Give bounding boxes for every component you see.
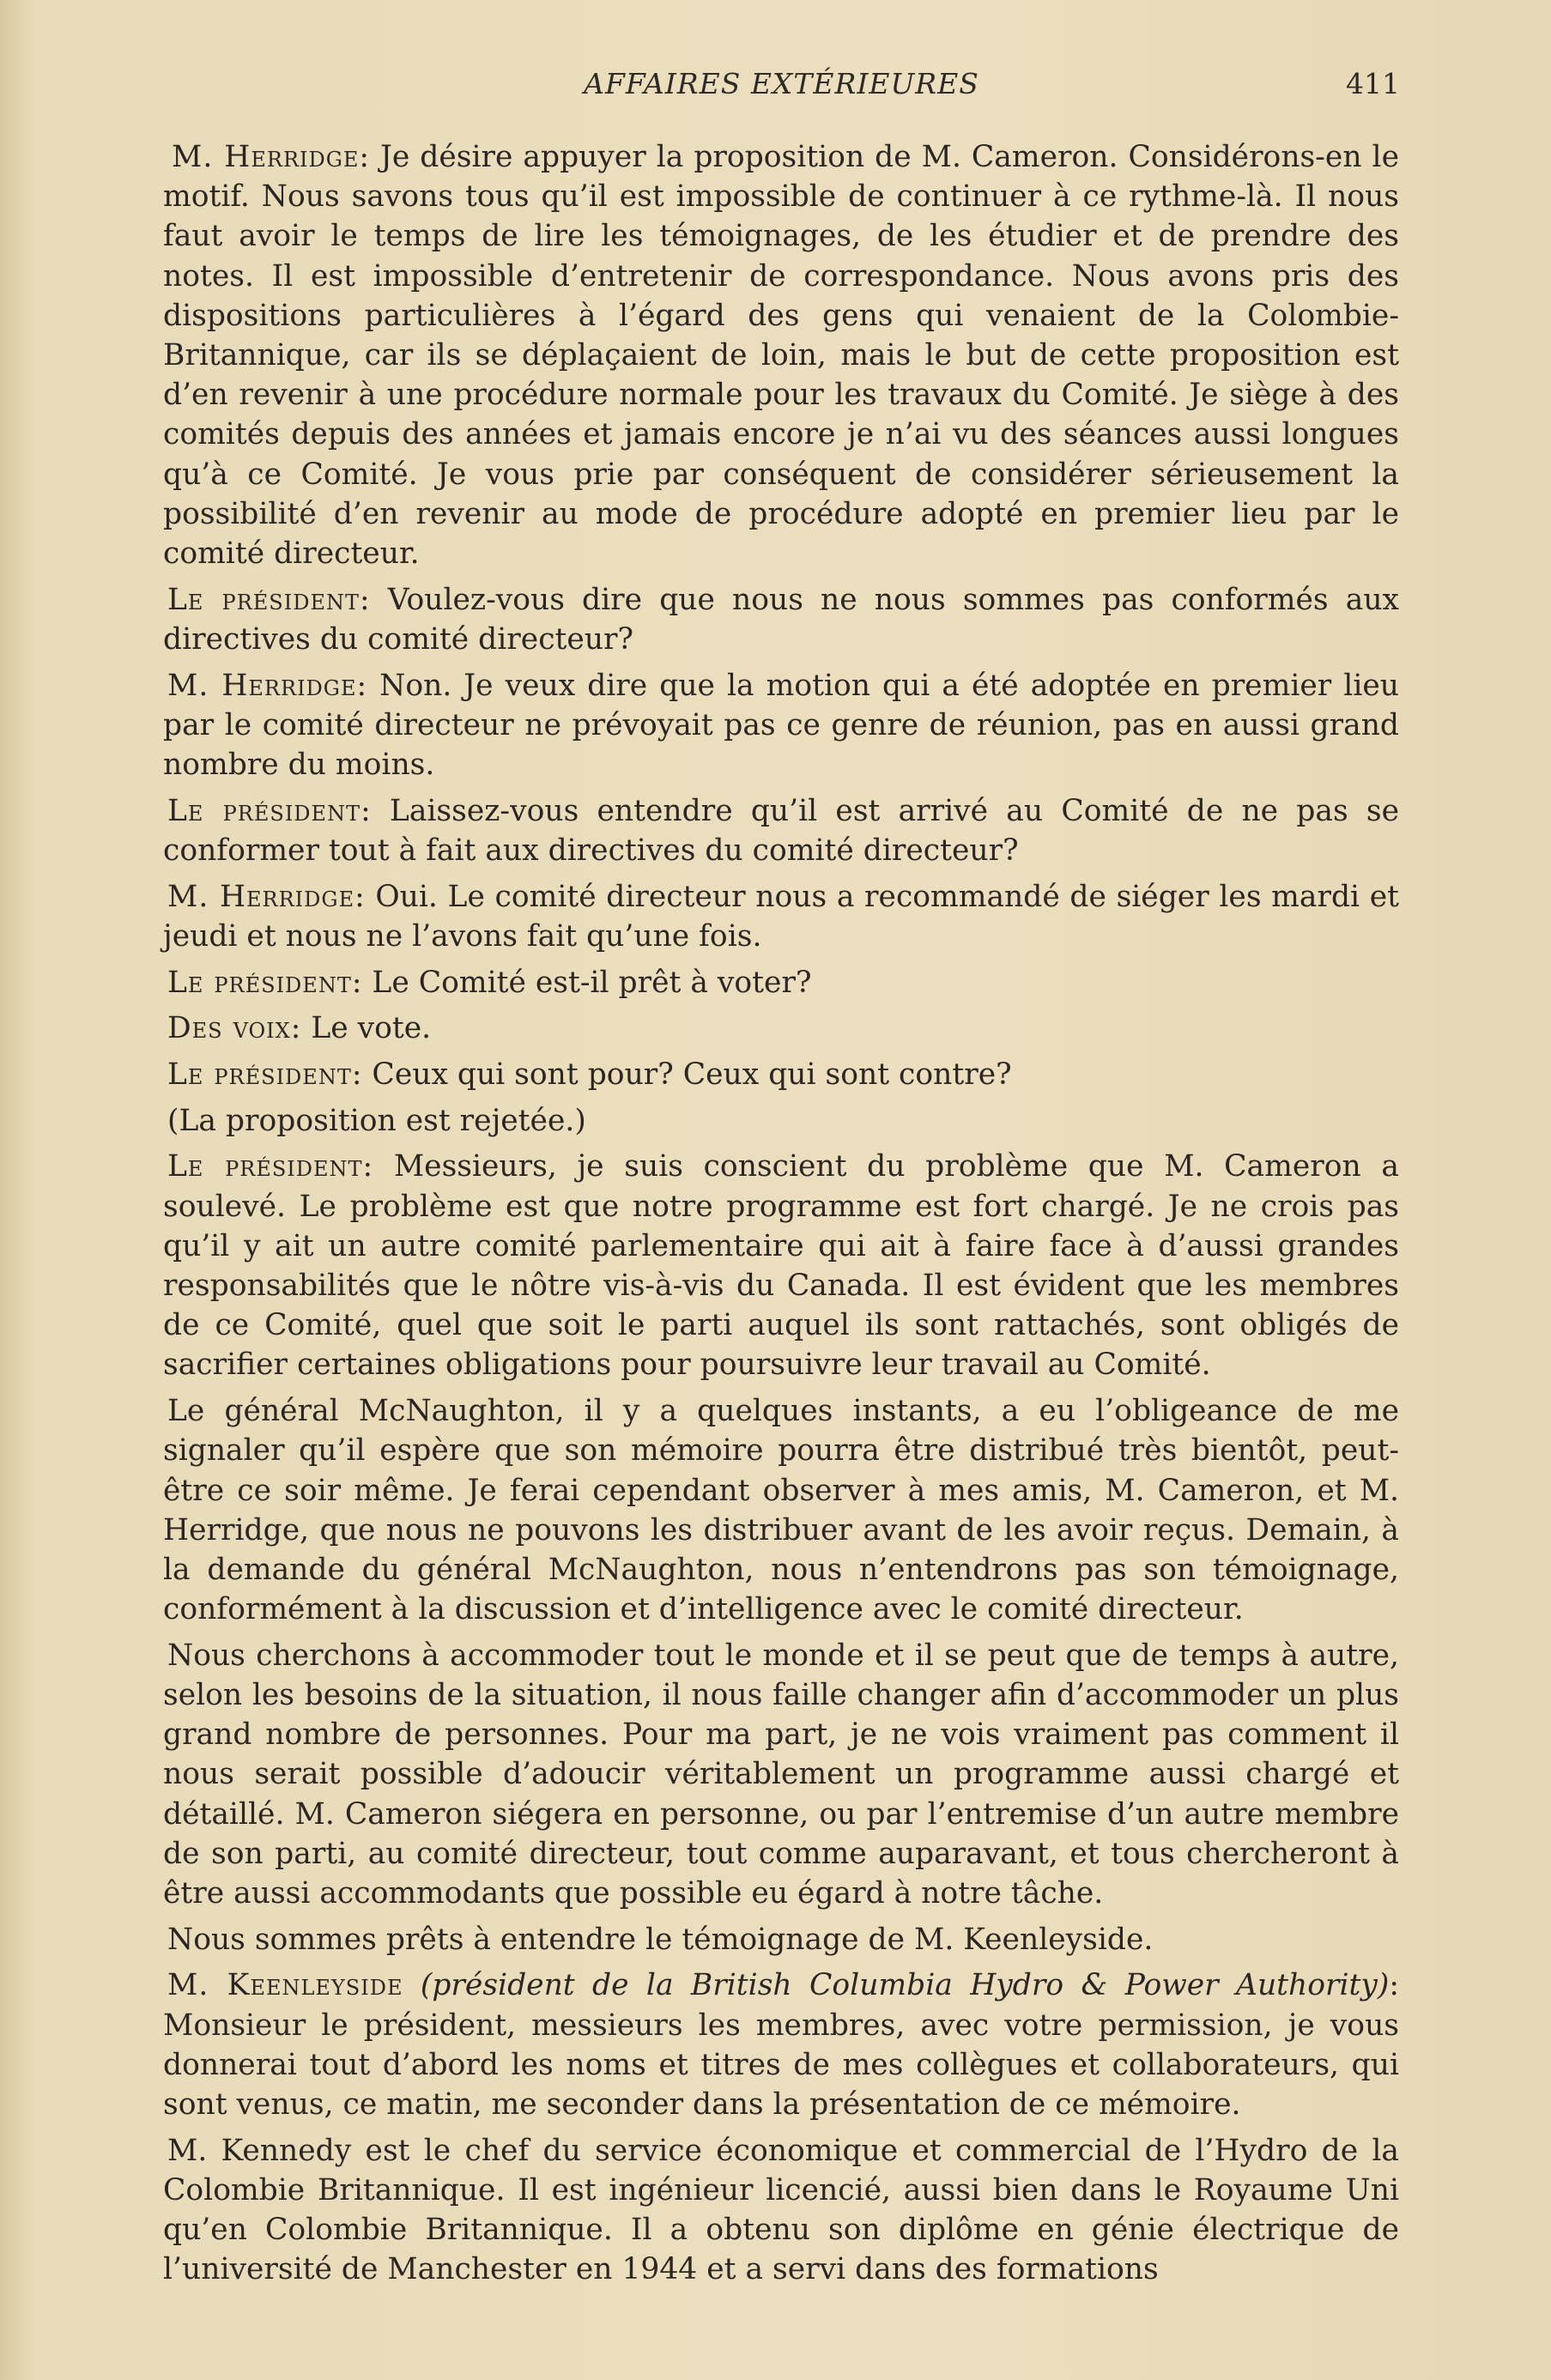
paragraph xyxy=(163,791,1399,870)
speaker: Le président: xyxy=(167,582,371,617)
speech: Nous sommes prêts à entendre le témoignage de M. Keenleyside. xyxy=(167,1922,1154,1957)
speech: Le général McNaughton, il y a quelques instants, a eu l’obligeance de me signaler qu’il espère que son mémoire pourra être distribué très bientôt, peut-être ce soir même. Je ferai cependant observer à mes amis, M. Cameron, et M. Herridge, que nous ne pouvons les distribuer avant de les avoir reçus. Demain, à la demande du général McNaughton, nous n’entendrons pas son témoignage, conformément à la discussion et d’intelligence avec le comité directeur. xyxy=(163,1394,1399,1627)
speaker: Le président: xyxy=(167,1149,374,1184)
speech: Le Comité est-il prêt à voter? xyxy=(362,965,812,1000)
speech: Oui. Le comité directeur nous a recommandé de siéger les mardi et jeudi et nous ne l’avons fait qu’une fois. xyxy=(163,879,1399,954)
speaker-title: (président de la British Columbia Hydro & Power Authority) xyxy=(403,1968,1390,2003)
paragraph xyxy=(163,1008,1399,1048)
paragraph xyxy=(163,1920,1399,1959)
speech: Messieurs, je suis conscient du problème que M. Cameron a soulevé. Le problème est que notre programme est fort chargé. Je ne crois pas qu’il y ait un autre comité parlementaire qui ait à faire face à d’aussi grandes responsabilités que le nôtre vis-à-vis du Canada. Il est évident que les membres de ce Comité, quel que soit le parti auquel ils sont rattachés, sont obligés de sacrifier certaines obligations pour poursuivre leur travail au Comité. xyxy=(163,1149,1399,1383)
page-number: 411 xyxy=(1346,67,1400,100)
paragraph xyxy=(163,580,1399,659)
paragraph xyxy=(163,2131,1399,2290)
speaker: M. Herridge: xyxy=(172,140,371,174)
body-text xyxy=(163,137,1399,2296)
speech: Ceux qui sont pour? Ceux qui sont contre? xyxy=(362,1057,1012,1092)
speech: Non. Je veux dire que la motion qui a été adoptée en premier lieu par le comité directeur ne prévoyait pas ce genre de réunion, pas en aussi grand nombre du moins. xyxy=(163,668,1399,783)
paragraph xyxy=(163,1101,1399,1141)
speech: Le vote. xyxy=(301,1011,432,1046)
speaker: Le président: xyxy=(167,1057,363,1092)
paragraph xyxy=(163,1391,1399,1629)
speaker: Le président: xyxy=(167,965,363,1000)
paragraph xyxy=(163,666,1399,785)
speaker: Le président: xyxy=(167,793,372,828)
paragraph xyxy=(163,137,1399,573)
paragraph xyxy=(163,1055,1399,1094)
speech: Voulez-vous dire que nous ne nous sommes pas conformés aux directives du comité directeur? xyxy=(163,582,1399,657)
speaker: M. Herridge: xyxy=(167,668,368,703)
paragraph xyxy=(163,1965,1399,2124)
speech: M. Kennedy est le chef du service économique et commercial de l’Hydro de la Colombie Britannique. Il est ingénieur licencié, aussi bien dans le Royaume Uni qu’en Colombie Britannique. Il a obtenu son diplôme en génie électrique de l’université de Manchester en 1944 et a servi dans des formations xyxy=(163,2133,1399,2287)
speaker: Des voix: xyxy=(167,1011,302,1046)
running-title: AFFAIRES EXTÉRIEURES xyxy=(584,67,979,100)
page-header xyxy=(163,67,1400,110)
speech: : Monsieur le président, messieurs les membres, avec votre permission, je vous donnerai tout d’abord les noms et titres de mes collègues et collaborateurs, qui sont venus, ce matin, me seconder dans la présentation de ce mémoire. xyxy=(163,1968,1399,2123)
paragraph xyxy=(163,963,1399,1002)
speech: Laissez-vous entendre qu’il est arrivé au Comité de ne pas se conformer tout à fait aux directives du comité directeur? xyxy=(163,793,1399,868)
speaker: M. Herridge: xyxy=(167,879,366,914)
paragraph xyxy=(163,1147,1399,1384)
speech: (La proposition est rejetée.) xyxy=(167,1103,586,1138)
speech: Nous cherchons à accommoder tout le monde et il se peut que de temps à autre, selon les besoins de la situation, il nous faille changer afin d’accommoder un plus grand nombre de personnes. Pour ma part, je ne vois vraiment pas comment il nous serait possible d’adoucir véritablement un programme aussi chargé et détaillé. M. Cameron siégera en personne, ou par l’entremise d’un autre membre de son parti, au comité directeur, tout comme auparavant, et tous chercheront à être aussi accommodants que possible eu égard à notre tâche. xyxy=(163,1638,1399,1911)
paragraph xyxy=(163,1636,1399,1913)
speech: Je désire appuyer la proposition de M. Cameron. Considérons-en le motif. Nous savons tous qu’il est impossible de continuer à ce rythme-là. Il nous faut avoir le temps de lire les témoignages, de les étudier et de prendre des notes. Il est impossible d’entretenir de correspondance. Nous avons pris des dispositions particulières à l’égard des gens qui venaient de la Colombie-Britannique, car ils se déplaçaient de loin, mais le but de cette proposition est d’en revenir à une procédure normale pour les travaux du Comité. Je siège à des comités depuis des années et jamais encore je n’ai vu des séances aussi longues qu’à ce Comité. Je vous prie par conséquent de considérer sérieusement la possibilité d’en revenir au mode de procédure adopté en premier lieu par le comité directeur. xyxy=(163,140,1399,572)
paragraph xyxy=(163,877,1399,956)
speaker: M. Keenleyside xyxy=(167,1968,403,2003)
